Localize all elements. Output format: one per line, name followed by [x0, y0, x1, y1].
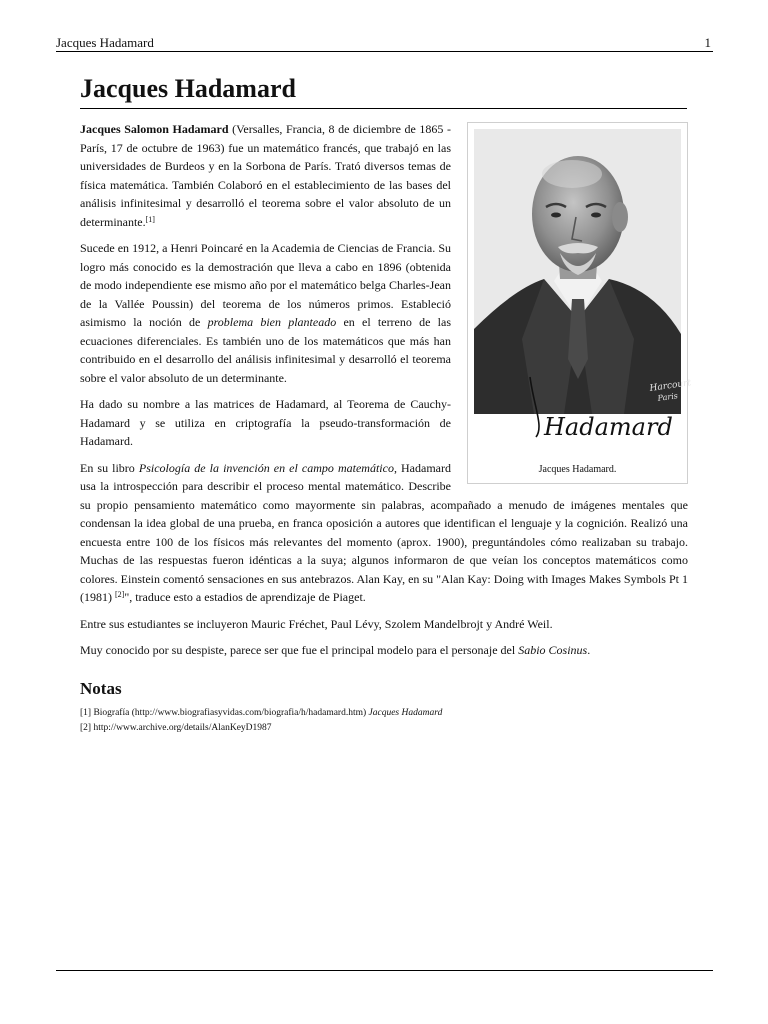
portrait-figure	[467, 122, 692, 484]
reference-title: Jacques Hadamard	[368, 707, 443, 718]
article-title: Jacques Hadamard	[80, 72, 687, 109]
book-title: Psicología de la invención en el campo matemático	[138, 460, 394, 475]
reference-1	[80, 706, 688, 721]
running-title: Jacques Hadamard	[56, 35, 154, 50]
reference-2	[80, 721, 688, 736]
portrait-image	[474, 129, 692, 441]
text-span: en el terreno de las ecuaciones diferenciales. Es también uno de los matemáticos que más han contribuido en el desarrollo del análisis infinitesimal y desarrolló el teorema sobre el valor absoluto de un determinante.	[80, 315, 451, 385]
paragraph-legacy: Ha dado su nombre a las matrices de Hadamard, al Teorema de Cauchy-Hadamard y se utiliza en criptografía la pseudo-transformación de Hadamard.	[80, 397, 451, 448]
citation-link-2[interactable]: [2]	[115, 590, 125, 599]
text-span: Muy conocido por su despiste, parece ser que fue el principal modelo para el personaje del	[80, 643, 519, 657]
citation-link-1[interactable]: [1]	[145, 214, 155, 224]
subject-name: Jacques Salomon Hadamard	[80, 122, 229, 136]
text-span: .	[587, 643, 591, 657]
text-span: En su libro	[80, 460, 139, 475]
reference-number: [1]	[80, 707, 92, 718]
emphasis-term: problema bien planteado	[207, 315, 337, 329]
text-span: , Hadamard usa la introspección para describir el proceso mental matemático. Describe su propio pensamiento matemático como mayormente sin palabras, acompañado a menudo de imágenes mentales que condensan la idea global de una prueba, en franca oposición a autores que identifican el lenguaje y la cognición. Realizó una encuesta entre 100 de los físicos más relevantes del momento (aprox. 1900), preguntándoles cómo realizaban su trabajo. Muchas de las respuestas fueron idénticas a la suya; algunos informaron de que veían los conceptos matemáticos como colores. Einstein comentó sensaciones en sus antebrazos. Alan Kay, en su "Alan Kay: Doing with Images Makes Symbols Pt 1 (1981)	[80, 460, 688, 604]
running-header	[56, 35, 713, 51]
character-name: Sabio Cosinus	[518, 643, 588, 657]
svg-text:Harcourt: Harcourt	[649, 378, 692, 394]
article	[80, 72, 692, 736]
svg-text:Hadamard: Hadamard	[544, 413, 673, 441]
paragraph-students: Entre sus estudiantes se incluyeron Mauric Fréchet, Paul Lévy, Szolem Mandelbrojt y André Weil.	[80, 616, 553, 631]
notes-heading: Notas	[80, 678, 122, 698]
paragraph-trivia	[80, 641, 688, 660]
header-rule	[56, 51, 713, 52]
page-number: 1	[704, 35, 711, 50]
intro-text: (Versalles, Francia, 8 de diciembre de 1865 - París, 17 de octubre de 1963) fue un matemático francés, que trabajó en las universidades de Burdeos y en la Sorbona de París. Trató diversos temas de física matemática. También Colaboró en el establecimiento de las bases del análisis infinitesimal y desarrolló el teorema sobre el valor absoluto de un determinante.	[80, 122, 451, 229]
footer-rule	[56, 970, 713, 971]
portrait-photo	[474, 129, 692, 441]
text-span: ", traduce esto a estadios de aprendizaje de Piaget.	[124, 590, 366, 604]
svg-text:Paris: Paris	[657, 391, 679, 403]
figure-caption: Jacques Hadamard.	[538, 464, 617, 475]
text-span: Sucede en 1912, a Henri Poincaré en la Academia de Ciencias de Francia. Su logro más conocido es la demostración que lleva a cabo en 1896 (obtenida de modo independiente ese mismo año por el matemático belga Charles-Jean de la Vallée Poussin) del teorema de los números primos. Estableció asimismo la noción de	[80, 241, 451, 329]
reference-link[interactable]: http://www.archive.org/details/AlanKeyD1987	[91, 722, 272, 733]
reference-link[interactable]: Biografía (http://www.biografiasyvidas.com/biografia/h/hadamard.htm)	[91, 707, 369, 718]
reference-number: [2]	[80, 722, 92, 733]
